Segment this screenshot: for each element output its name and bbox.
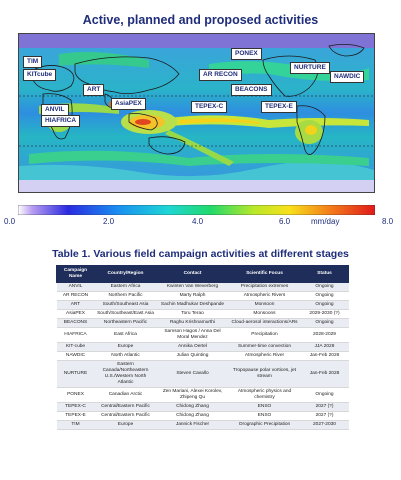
cell-region: Europe (95, 421, 157, 430)
cell-campaign: BEACONS (57, 319, 95, 328)
cell-region: East Africa (95, 328, 157, 343)
label-ponex: PONEX (231, 48, 262, 60)
cell-region: Eastern Canada/Northeastern U.S./Western North Atlantic (95, 361, 157, 388)
table-row (57, 403, 349, 412)
label-art: ART (83, 84, 104, 96)
label-ar-recon: AR RECON (199, 69, 242, 81)
cell-status: 2029-2030 (?) (301, 310, 349, 319)
colorbar-tick-2: 4.0 (192, 217, 204, 226)
campaign-table (56, 265, 349, 430)
cell-focus: Atmospheric Rivers (229, 292, 301, 301)
cell-campaign: ART (57, 301, 95, 310)
cell-region: Northern Pacific (95, 292, 157, 301)
cell-region: Europe (95, 343, 157, 352)
label-nurture: NURTURE (290, 62, 330, 74)
table-row (57, 310, 349, 319)
cell-status: 2027 (?) (301, 412, 349, 421)
colorbar-unit: mm/day (311, 217, 340, 226)
table-row (57, 328, 349, 343)
header-scientific-focus: Scientific Focus (229, 266, 301, 283)
cell-contact: Samson Hagos / Anna Del Moral Mendez (157, 328, 229, 343)
cell-campaign: PONEX (57, 388, 95, 403)
figure-title: Active, planned and proposed activities (82, 13, 319, 27)
cell-campaign: TIM (57, 421, 95, 430)
table-row (57, 301, 349, 310)
cell-region: Canadian Arctic (95, 388, 157, 403)
cell-status: 2027-2030 (301, 421, 349, 430)
cell-focus: Atmospheric River (229, 352, 301, 361)
cell-contact: Julian Quinting (157, 352, 229, 361)
label-nawdic: NAWDIC (330, 71, 364, 83)
table-header-row (57, 266, 349, 283)
label-anvil: ANVIL (41, 104, 69, 116)
table-row (57, 319, 349, 328)
colorbar-tick-4: 8.0 (382, 217, 394, 226)
cell-campaign: ANVIL (57, 283, 95, 292)
cell-focus: Monsoons (229, 310, 301, 319)
cell-contact: Chidong Zhang (157, 403, 229, 412)
cell-region: South/Southeast/East Asia (95, 310, 157, 319)
cell-campaign: AR RECON (57, 292, 95, 301)
label-asiapex: AsiaPEX (111, 98, 146, 110)
cell-contact: Annika Oertel (157, 343, 229, 352)
cell-focus: Tropopause polar vortices, jet stream (229, 361, 301, 388)
cell-region: Northeastern Pacific (95, 319, 157, 328)
cell-focus: Monsoon (229, 301, 301, 310)
table-row (57, 352, 349, 361)
precipitation-map (18, 33, 375, 193)
cell-campaign: AsiaPEX (57, 310, 95, 319)
cell-region: Central/Eastern Pacific (95, 412, 157, 421)
cell-focus: ENSO (229, 412, 301, 421)
table-row (57, 292, 349, 301)
cell-status: Ongoing (301, 301, 349, 310)
cell-contact: Marty Ralph (157, 292, 229, 301)
cell-focus: Orographic Precipitation (229, 421, 301, 430)
cell-contact: Raghu Krishnamurthi (157, 319, 229, 328)
table-row (57, 343, 349, 352)
header-country-region: Country/Region (95, 266, 157, 283)
cell-focus: Precipitation (229, 328, 301, 343)
cell-status: Ongoing (301, 283, 349, 292)
table-row (57, 412, 349, 421)
label-tepex-e: TEPEX-E (261, 101, 297, 113)
cell-contact: Chidong Zhang (157, 412, 229, 421)
cell-status: Ongoing (301, 388, 349, 403)
label-beacons: BEACONS (231, 84, 272, 96)
table-row (57, 388, 349, 403)
cell-status: Ongoing (301, 319, 349, 328)
cell-status: 2027 (?) (301, 403, 349, 412)
colorbar-tick-0: 0.0 (4, 217, 16, 226)
cell-status: Jan-Feb 2028 (301, 361, 349, 388)
cell-contact: Zen Mariani, Alexei Korolev, Zhipeng Qu (157, 388, 229, 403)
table-row (57, 361, 349, 388)
cell-focus: Precipitation extremes (229, 283, 301, 292)
label-hiafrica: HIAFRICA (41, 115, 80, 127)
cell-focus: Cloud-aerosol interactions/ARs (229, 319, 301, 328)
label-tepex-c: TEPEX-C (191, 101, 227, 113)
table-row (57, 421, 349, 430)
cell-campaign: HIAFRICA (57, 328, 95, 343)
table-title: Table 1. Various field campaign activities at different stages (52, 248, 349, 260)
header-status: Status (301, 266, 349, 283)
cell-status: Ongoing (301, 292, 349, 301)
colorbar-tick-3: 6.0 (279, 217, 291, 226)
label-kitcube: KITcube (23, 69, 56, 81)
cell-region: Eastern Africa (95, 283, 157, 292)
cell-status: 2028-2029 (301, 328, 349, 343)
cell-contact: Kwinten Van Weverberg (157, 283, 229, 292)
cell-contact: Sachin Madhukar Deshpande (157, 301, 229, 310)
header-contact: Contact (157, 266, 229, 283)
map-graphic (19, 34, 374, 192)
cell-campaign: KIT-cube (57, 343, 95, 352)
cell-contact: Steven Cavallo (157, 361, 229, 388)
label-tim: TIM (23, 56, 42, 68)
cell-region: North Atlantic (95, 352, 157, 361)
cell-focus: Summer-time convection (229, 343, 301, 352)
cell-focus: Atmospheric physics and chemistry (229, 388, 301, 403)
cell-campaign: NURTURE (57, 361, 95, 388)
cell-campaign: TEPEX-E (57, 412, 95, 421)
cell-region: South/Southeast Asia (95, 301, 157, 310)
cell-region: Central/Eastern Pacific (95, 403, 157, 412)
cell-campaign: TEPEX-C (57, 403, 95, 412)
header-campaign-name: Campaign Name (57, 266, 95, 283)
cell-campaign: NAWDIC (57, 352, 95, 361)
colorbar (18, 205, 375, 215)
cell-focus: ENSO (229, 403, 301, 412)
cell-status: Jan-Feb 2026 (301, 352, 349, 361)
table-row (57, 283, 349, 292)
colorbar-tick-1: 2.0 (103, 217, 115, 226)
cell-status: JJA 2028 (301, 343, 349, 352)
cell-contact: Jannick Fischer (157, 421, 229, 430)
cell-contact: Toru Terao (157, 310, 229, 319)
